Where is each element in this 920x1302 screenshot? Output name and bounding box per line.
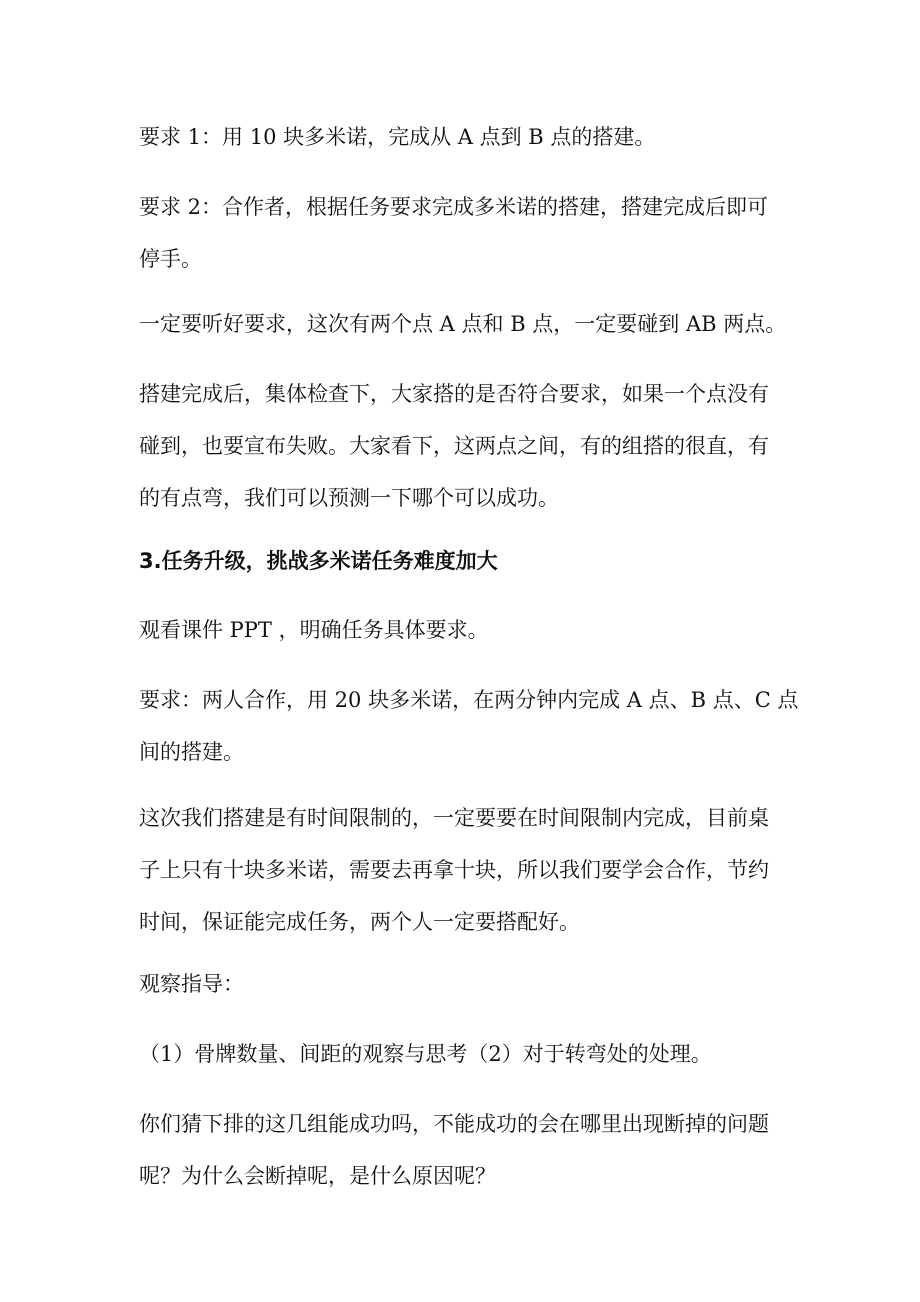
text-line: 碰到，也要宣布失败。大家看下，这两点之间，有的组搭的很直，有 [139, 434, 769, 458]
question-paragraph [139, 1098, 789, 1202]
check-result-paragraph [139, 368, 789, 524]
text-line: 的有点弯，我们可以预测一下哪个可以成功。 [139, 486, 559, 510]
text-line: 间的搭建。 [139, 740, 244, 764]
requirement-2-paragraph [139, 181, 789, 285]
text-line: 这次我们搭建是有时间限制的，一定要要在时间限制内完成，目前桌 [139, 806, 769, 830]
guide-items-paragraph [139, 1028, 789, 1080]
text-line: 搭建完成后，集体检查下，大家搭的是否符合要求，如果一个点没有 [139, 382, 769, 406]
ab-points-note-paragraph [139, 298, 789, 350]
text-line: 观察指导： [139, 972, 244, 996]
requirement-1-paragraph [139, 111, 789, 163]
text-line: 呢？为什么会断掉呢，是什么原因呢？ [139, 1164, 496, 1188]
section-heading [139, 535, 789, 587]
text-line: 子上只有十块多米诺，需要去再拿十块，所以我们要学会合作，节约 [139, 858, 769, 882]
text-line: 停手。 [139, 247, 202, 271]
time-limit-paragraph [139, 792, 789, 948]
guide-title-paragraph [139, 958, 789, 1010]
text-line: 要求 1：用 10 块多米诺，完成从 A 点到 B 点的搭建。 [139, 125, 656, 149]
text-line: 要求：两人合作，用 20 块多米诺，在两分钟内完成 A 点、B 点、C 点 [139, 688, 799, 712]
requirement-3-paragraph [139, 674, 799, 778]
ppt-paragraph [139, 604, 789, 656]
text-line: 时间，保证能完成任务，两个人一定要搭配好。 [139, 910, 580, 934]
text-line: 要求 2：合作者，根据任务要求完成多米诺的搭建，搭建完成后即可 [139, 195, 769, 219]
text-line: 你们猜下排的这几组能成功吗，不能成功的会在哪里出现断掉的问题 [139, 1112, 769, 1136]
text-line: 观看课件 PPT ，明确任务具体要求。 [139, 618, 489, 642]
text-line: （1）骨牌数量、间距的观察与思考（2）对于转弯处的处理。 [139, 1042, 712, 1066]
heading-text: 3.任务升级，挑战多米诺任务难度加大 [139, 549, 498, 573]
text-line: 一定要听好要求，这次有两个点 A 点和 B 点，一定要碰到 AB 两点。 [139, 312, 787, 336]
